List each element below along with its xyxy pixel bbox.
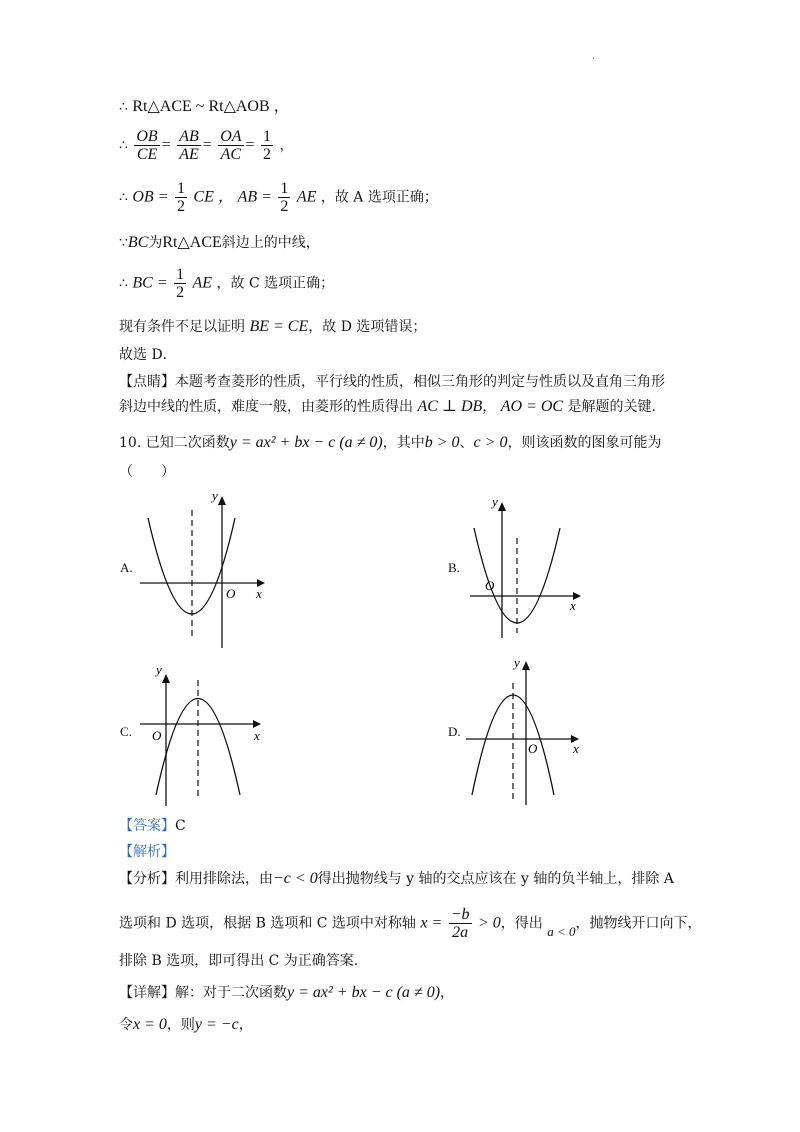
answer-line: [119, 817, 186, 835]
line-choose-d: 故选 D．: [119, 347, 177, 363]
x-label: x: [256, 586, 262, 601]
y-axis-arrow: [498, 502, 506, 511]
option-c-label: C.: [120, 724, 132, 739]
origin-label: O: [485, 578, 495, 593]
header-dot: ·: [592, 54, 596, 65]
x-axis-arrow: [253, 720, 261, 728]
fenxi-line2: 选项和 D 选项，根据 B 选项和 C 选项中对称轴 x = $\frac{-b}{2a}$ > 0，得出 a < 0，抛物线开口向下，: [119, 906, 702, 941]
y-axis-arrow: [522, 661, 530, 670]
fenxi-line1: 【分析】利用排除法，由−c < 0得出抛物线与 y 轴的交点应该在 y 轴的负半轴上，排除 A: [119, 870, 674, 887]
x-label: x: [573, 741, 579, 756]
option-b-label: B.: [448, 560, 460, 575]
line-insufficient: 现有条件不足以证明 BE = CE，故 D 选项错误；: [119, 318, 427, 335]
graph-option-d: [460, 655, 600, 810]
line-median: ∵BC为Rt△ACE斜边上的中线，: [119, 234, 320, 251]
y-label: y: [156, 662, 162, 677]
jiexi-label: 【解析】: [119, 844, 175, 860]
xiangjie-line2: 令x = 0，则y = −c，: [119, 1016, 253, 1033]
x-label: x: [254, 728, 260, 743]
line-similar-triangles: ∴ Rt△ACE ~ Rt△AOB ，: [119, 98, 290, 115]
origin-label: O: [226, 586, 236, 601]
y-axis-arrow: [162, 674, 170, 683]
dianjing-line1: 【点睛】本题考查菱形的性质，平行线的性质，相似三角形的判定与性质以及直角三角形: [119, 374, 665, 390]
jiexi-line: [119, 843, 175, 861]
question-10: 10. 已知二次函数y = ax² + bx − c (a ≠ 0)，其中b > 0、c > 0，则该函数的图象可能为: [119, 434, 662, 451]
line-ob-ab: ∴ OB = $\frac{1}{2}$ CE ， AB = $\frac{1}{2}$ AE ，故 A 选项正确；: [119, 180, 438, 215]
xiangjie-line1: 【详解】解：对于二次函数y = ax² + bx − c (a ≠ 0)，: [119, 984, 455, 1001]
origin-label: O: [152, 728, 162, 743]
question-10-paren: （ ）: [119, 464, 175, 480]
answer-value: C: [175, 818, 186, 834]
fenxi-line3: 排除 B 选项，即可得出 C 为正确答案.: [119, 953, 359, 969]
origin-label: O: [528, 741, 538, 756]
dianjing-line2: 斜边中线的性质，难度一般，由菱形的性质得出 AC ⊥ DB， AO = OC 是解题的关键.: [119, 398, 656, 415]
graph-option-b: [460, 488, 600, 648]
y-label: y: [514, 655, 520, 670]
graph-option-a: [130, 488, 280, 658]
x-label: x: [570, 598, 576, 613]
line-ratio-equation: ∴ $\frac{OB}{CE}$ = $\frac{AB}{AE}$ = $\frac{OA}{AC}$ = $\frac{1}{2}$ ，: [119, 128, 294, 163]
y-label: y: [492, 494, 498, 509]
answer-label: 【答案】: [119, 818, 175, 834]
graph-option-c: [140, 660, 280, 810]
line-bc: ∴ BC = $\frac{1}{2}$ AE ，故 C 选项正确；: [119, 266, 335, 301]
option-d-label: D.: [448, 724, 461, 739]
y-axis-arrow: [218, 496, 226, 505]
y-label: y: [212, 488, 218, 503]
option-a-label: A.: [120, 560, 133, 575]
